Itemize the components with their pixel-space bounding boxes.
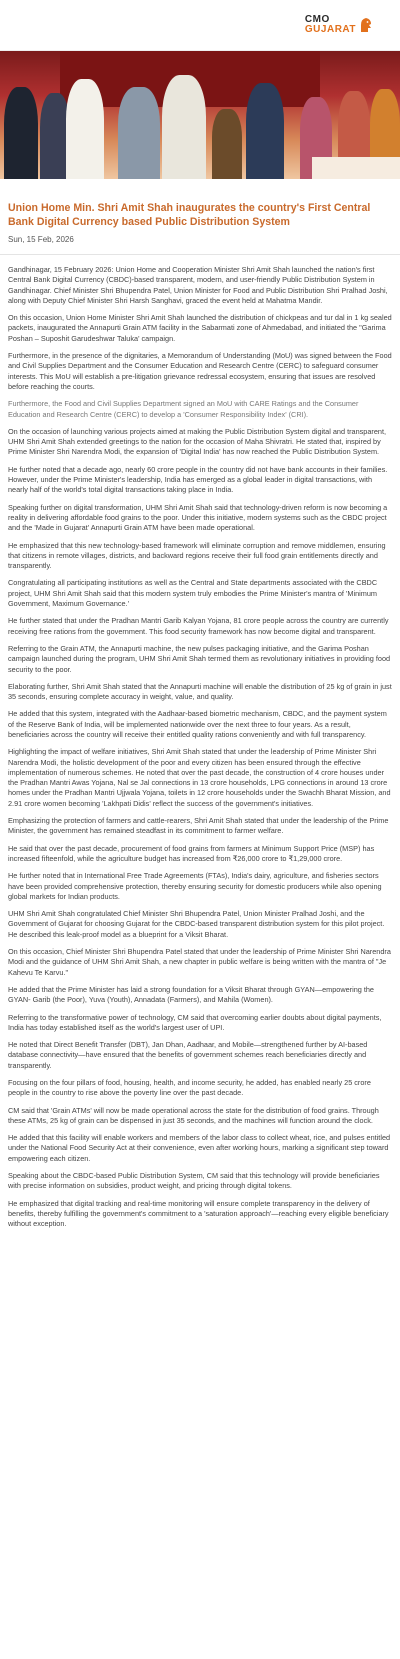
lion-emblem-icon	[358, 16, 374, 34]
article-paragraph: He further noted that in International Free Trade Agreements (FTAs), India's dairy, agriculture, and fisheries sectors have been provided comprehensive protection, thereby ensuring security for domestic producers while also opening global markets for Indian products.	[8, 871, 382, 901]
flower-decoration	[312, 157, 400, 179]
site-header	[0, 0, 400, 51]
article-paragraph: He added that the Prime Minister has laid a strong foundation for a Viksit Bharat through GYAN—empowering the GYAN- Garib (the Poor), Yuva (Youth), Annadata (Farmers), and Mahila (Women).	[8, 984, 374, 1005]
article-paragraph: Gandhinagar, 15 February 2026: Union Home and Cooperation Minister Shri Amit Shah launched the nation's first Central Bank Digital Currency (CBDC)-based transparent, modern, and user-friendly Public Distribution System in Gandhinagar. Chief Minister Shri Bhupendra Patel, Union Minister for Food and Public Distribution Shri Pralhad Joshi, along with Deputy Chief Minister Shri Harsh Sanghavi, graced the event held at Mahatma Mandir.	[8, 265, 388, 305]
article-paragraph: He emphasized that this new technology-based framework will eliminate corruption and remove middlemen, ensuring that citizens in remote villages, districts, and backward regions receive their full food grain entitlements directly and transparently.	[8, 540, 386, 571]
article-paragraph: Furthermore, in the presence of the dignitaries, a Memorandum of Understanding (MoU) was signed between the Food and Civil Supplies Department and the Consumer Education and Research Centre (CERC) to safeguard consumer interests. This MoU will establish a pre-litigation grievance redressal ecosystem, ensuring that issues are resolved before reaching the courts.	[8, 351, 392, 391]
article-paragraph: Referring to the Grain ATM, the Annapurti machine, the new pulses packaging initiative, and the Garima Poshan campaign launched during the program, UHM Shri Amit Shah termed them as revolutionary initiatives in providing food security to the poor.	[8, 643, 391, 674]
event-photo	[0, 51, 400, 179]
photo-person	[246, 83, 284, 179]
article-paragraph: On this occasion, Union Home Minister Shri Amit Shah launched the distribution of chickpeas and tur dal in 1 kg sealed packets, inaugurated the Annapurti Grain ATM facility in the Sabarmati zone of Ahmedabad, and initiated the "Garima Poshan – Suposhit Garudeshwar Taluka' campaign.	[8, 313, 392, 343]
article-paragraph: Elaborating further, Shri Amit Shah stated that the Annapurti machine will enable the distribution of 25 kg of grain in just 35 seconds, ensuring complete accuracy in weight, value, and quality.	[8, 681, 392, 702]
article-paragraph: Furthermore, the Food and Civil Supplies Department signed an MoU with CARE Ratings and the Consumer Education and Research Centre (CERC) to develop a 'Consumer Responsibility Index' (CRI).	[8, 399, 359, 419]
photo-person	[66, 79, 104, 179]
article-paragraph: On this occasion, Chief Minister Shri Bhupendra Patel stated that under the leadership of Prime Minister Shri Narendra Modi and the guidance of UHM Shri Amit Shah, a new chapter in public welfare is being written with the mantra of "Je Kahevu Te Karvu."	[8, 947, 391, 977]
photo-person	[162, 75, 206, 179]
article-paragraph: Speaking about the CBDC-based Public Distribution System, CM said that this technology will provide beneficiaries with precise information on subsidies, product weight, and pricing through digital tokens.	[8, 1171, 380, 1191]
logo-line-cmo: CMO	[304, 14, 330, 25]
article-paragraph: He said that over the past decade, procurement of food grains from farmers at Minimum Support Price (MSP) has increased fifteenfold, while the agriculture budget has increased from ₹26,000 crore to ₹1,29,000 crore.	[8, 843, 375, 863]
photo-person	[118, 87, 160, 179]
article-paragraph: Referring to the transformative power of technology, CM said that overcoming earlier doubts about digital payments, India has today established itself as the world's largest user of UPI.	[8, 1012, 382, 1032]
cmo-gujarat-logo[interactable]	[305, 15, 374, 35]
logo-line-gujarat: GUJARAT	[304, 24, 356, 35]
article-paragraph: On the occasion of launching various projects aimed at making the Public Distribution System digital and transparent, UHM Shri Amit Shah extended greetings to the nation for the occasion of Maha Shivratri. He stated that, inspired by Prime Minister Shri Narendra Modi, the expansion of 'Digital India' has now reached the Public Distribution System.	[8, 426, 387, 457]
article-paragraph: Focusing on the four pillars of food, housing, health, and income security, he added, has enabled nearly 25 crore people in the country to rise above the poverty line over the past decade.	[8, 1078, 371, 1098]
article-date: Sun, 15 Feb, 2026	[8, 235, 74, 244]
article-body	[0, 265, 400, 1230]
article-paragraph: CM said that 'Grain ATMs' will now be made operational across the state for the distribution of food grains. Through these ATMs, 25 kg of grain can be dispensed in just 35 seconds, and the machines will function around the clock.	[8, 1105, 379, 1125]
article-paragraph: He emphasized that digital tracking and real-time monitoring will ensure complete transparency in the delivery of benefits, thereby fulfilling the government's commitment to a 'saturation approach'—reaching every eligible beneficiary without exception.	[8, 1198, 389, 1229]
article-paragraph: Emphasizing the protection of farmers and cattle-rearers, Shri Amit Shah stated that under the leadership of the Prime Minister, the government has remained steadfast in its commitment to farmer welfare.	[8, 816, 389, 836]
article-paragraph: Congratulating all participating institutions as well as the Central and State departments associated with the CBDC project, UHM Shri Amit Shah said that this modern system truly embodies the Prime Minister's mantra of 'Minimum Government, Maximum Governance.'	[8, 578, 378, 609]
article-paragraph: He noted that Direct Benefit Transfer (DBT), Jan Dhan, Aadhaar, and Mobile—strengthened further by AI-based database connectivity—have ensured that the benefits of government schemes reach beneficiaries directly and transparently.	[8, 1040, 368, 1070]
article-paragraph: UHM Shri Amit Shah congratulated Chief Minister Shri Bhupendra Patel, Union Minister Pralhad Joshi, and the Government of Gujarat for choosing Gujarat for the CBDC-based transparent distribution system for this pilot project. He described this leak-proof model as a blueprint for a Viksit Bharat.	[8, 909, 385, 939]
article-paragraph: He added that this system, integrated with the Aadhaar-based biometric mechanism, CBDC, and the payment system of the Reserve Bank of India, will be implemented nationwide over the next three to four years. As a result, beneficiaries across the country will receive their entitled quality rations conveniently and with full transparency.	[8, 709, 387, 739]
article-title: Union Home Min. Shri Amit Shah inaugurates the country's First Central Bank Digital Currency based Public Distribution System	[8, 202, 371, 228]
article-paragraph: He further stated that under the Pradhan Mantri Garib Kalyan Yojana, 81 crore people across the country are currently receiving free rations from the government. This food security framework has now become digital and transparent.	[8, 616, 389, 636]
divider	[0, 254, 400, 255]
article-paragraph: He further noted that a decade ago, nearly 60 crore people in the country did not have bank accounts in their families. However, under the Prime Minister's leadership, India has emerged as a global leader in digital transactions, with nearly half of the world's total digital transactions taking place in India.	[8, 464, 388, 495]
article-paragraph: Highlighting the impact of welfare initiatives, Shri Amit Shah stated that under the leadership of Prime Minister Shri Narendra Modi, the holistic development of the poor and every citizen has been ensured through the effective implementation of numerous schemes. He noted that over the past decade, the construction of 4 crore houses under the Pradhan Mantri Awas Yojana, Nal se Jal connections in 13 crore households, LPG connections in around 13 crore homes under the Pradhan Mantri Ujjwala Yojana, toilets in 12 crore households under the Swachh Bharat Mission, and 2.91 crore women becoming 'Lakhpati Didis' reflect the success of the government's initiatives.	[8, 747, 391, 808]
photo-person	[212, 109, 242, 179]
article-paragraph: He added that this facility will enable workers and members of the labor class to collect wheat, rice, and pulses entitled under the National Food Security Act at their convenience, even after working hours, marking a significant step toward empowering each citizen.	[8, 1133, 391, 1163]
article-paragraph: Speaking further on digital transformation, UHM Shri Amit Shah said that technology-driven reform is now becoming a reality in delivering affordable food grains to the poor. Under this initiative, modern systems such as the CBDC project and the 'Made in Gujarat' Annapurti Grain ATM have been made operational.	[8, 502, 388, 533]
photo-person	[4, 87, 38, 179]
